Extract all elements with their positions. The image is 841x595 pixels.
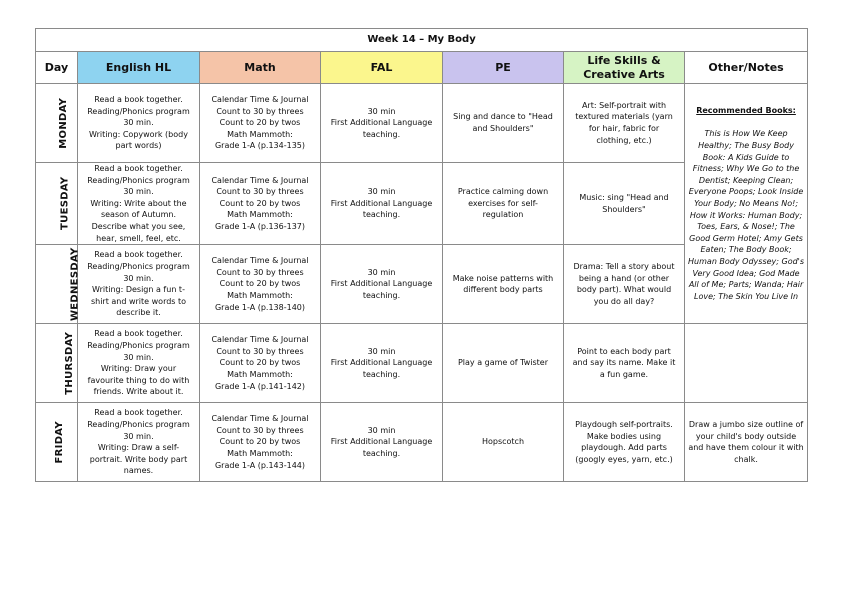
life-line: for hair, fabric for [588, 124, 660, 133]
math-cell [200, 163, 321, 245]
pe-line: Make noise patterns with [452, 273, 554, 283]
math-cell [200, 403, 321, 482]
life-line: Drama: Tell a story about [573, 261, 675, 271]
english-line: 30 min. [123, 352, 154, 362]
life-line: a fun game. [599, 369, 649, 379]
day-label-cell [36, 245, 81, 324]
pe-cell [443, 84, 564, 163]
english-line: Describe what you see, [91, 221, 186, 231]
english-line: Read a book together. [94, 408, 183, 418]
fal-line: First Additional Language [330, 437, 433, 447]
math-line: Math Mammoth: [227, 369, 293, 379]
header-row [36, 52, 808, 84]
header-life-line-1: Life Skills & [587, 54, 661, 68]
fal-line: First Additional Language [330, 279, 433, 289]
friday-note-cell: Draw a jumbo size outline of your child's body outside and have them colour it with chalk. [685, 403, 808, 482]
english-line: 30 min. [123, 431, 154, 441]
day-label: THURSDAY [64, 331, 76, 395]
english-line: describe it. [116, 308, 161, 318]
english-line: Reading/Phonics program [87, 340, 190, 350]
header-life-line-2: Creative Arts [583, 67, 665, 81]
english-line: 30 min. [123, 273, 154, 283]
fal-line: 30 min [367, 187, 396, 197]
english-cell [78, 324, 200, 403]
life-cell [564, 403, 685, 482]
english-line: friends. Write about it. [93, 387, 184, 397]
pe-line: different body parts [463, 285, 543, 295]
math-line: Math Mammoth: [227, 129, 293, 139]
life-line: clothing, etc.) [596, 135, 652, 145]
english-line: names. [123, 466, 154, 476]
math-line: Grade 1-A (p.136-137) [214, 221, 306, 231]
english-line: Reading/Phonics program [87, 175, 190, 185]
life-cell [564, 324, 685, 403]
pe-line: Hopscotch [481, 437, 525, 447]
english-line: Read a book together. [94, 329, 183, 339]
day-label-cell [36, 163, 78, 245]
math-line: Count to 30 by threes [216, 425, 304, 435]
english-line: part words) [115, 141, 162, 151]
math-line: Count to 20 by twos [219, 198, 301, 208]
day-label: MONDAY [58, 97, 70, 149]
english-cell [78, 84, 200, 163]
english-line: 30 min. [123, 187, 154, 197]
header-life-skills [564, 52, 685, 84]
title-row [36, 29, 808, 52]
math-line: Count to 30 by threes [216, 187, 304, 197]
life-line: being a hand (or other [578, 273, 670, 283]
recommended-books-title: Recommended Books: [696, 105, 796, 115]
pe-cell [443, 163, 564, 245]
weekly-plan-table [35, 28, 808, 482]
day-label: FRIDAY [53, 420, 65, 464]
math-line: Grade 1-A (p.134-135) [214, 141, 306, 151]
fal-line: 30 min [367, 346, 396, 356]
pe-line: Sing and dance to "Head [453, 112, 553, 122]
life-line: and say its name. Make it [572, 358, 676, 368]
day-row-monday [36, 84, 808, 163]
math-line: Count to 20 by twos [219, 279, 301, 289]
life-line: Art: Self-portrait with [581, 100, 667, 110]
math-line: Grade 1-A (p.138-140) [214, 302, 306, 312]
fal-line: teaching. [362, 129, 401, 139]
life-line: Playdough self-portraits. [575, 419, 673, 429]
math-cell [200, 324, 321, 403]
pe-line: and Shoulders" [472, 124, 534, 133]
fal-line: First Additional Language [330, 358, 433, 368]
life-line: Make bodies using [586, 431, 662, 441]
fal-cell [321, 163, 443, 245]
fal-line: 30 min [367, 267, 396, 277]
english-line: Read a book together. [94, 95, 183, 105]
math-cell [200, 84, 321, 163]
math-cell [200, 245, 321, 324]
english-line: season of Autumn. [100, 210, 177, 220]
math-line: Count to 30 by threes [216, 106, 304, 116]
life-line: Point to each body part [577, 346, 671, 356]
day-row-friday [36, 403, 808, 482]
english-line: 30 min. [123, 118, 154, 128]
day-label-cell [36, 403, 78, 482]
header-fal: FAL [321, 52, 443, 84]
english-line: hear, smell, feel, etc. [96, 233, 181, 243]
english-cell [78, 163, 200, 245]
life-line: body part). What would [576, 285, 672, 295]
math-line: Grade 1-A (p.143-144) [214, 460, 306, 470]
pe-cell [443, 245, 564, 324]
math-line: Count to 20 by twos [219, 118, 301, 128]
notes-cell-empty [685, 324, 808, 403]
header-notes: Other/Notes [685, 52, 808, 84]
math-line: Count to 20 by twos [219, 358, 301, 368]
day-label: WEDNESDAY [69, 247, 81, 321]
english-line: Writing: Write about the [90, 198, 187, 208]
math-line: Count to 30 by threes [216, 346, 304, 356]
english-line: favourite thing to do with [87, 375, 190, 385]
life-cell [564, 245, 685, 324]
life-line: playdough. Add parts [581, 443, 667, 453]
day-row-thursday [36, 324, 808, 403]
day-label: TUESDAY [59, 176, 71, 231]
life-line: Music: sing "Head and [579, 192, 669, 202]
fal-line: teaching. [362, 369, 401, 379]
math-line: Calendar Time & Journal [211, 414, 309, 424]
life-line: you do all day? [593, 296, 655, 306]
day-label-cell [36, 324, 78, 403]
life-cell [564, 163, 685, 245]
english-line: Writing: Copywork (body [89, 129, 188, 139]
fal-line: 30 min [367, 425, 396, 435]
math-line: Calendar Time & Journal [211, 256, 309, 266]
fal-line: teaching. [362, 290, 401, 300]
pe-line: Practice calming down [457, 187, 549, 197]
math-line: Calendar Time & Journal [211, 335, 309, 345]
math-line: Count to 30 by threes [216, 267, 304, 277]
fal-line: teaching. [362, 448, 401, 458]
english-line: Writing: Draw a self- [97, 443, 180, 453]
english-line: Reading/Phonics program [87, 261, 190, 271]
english-line: Read a book together. [94, 250, 183, 260]
english-line: Reading/Phonics program [87, 419, 190, 429]
english-line: Reading/Phonics program [87, 106, 190, 116]
english-cell [78, 403, 200, 482]
header-math: Math [200, 52, 321, 84]
math-line: Calendar Time & Journal [211, 95, 309, 105]
life-cell [564, 84, 685, 163]
english-line: shirt and write words to [90, 296, 187, 306]
header-pe: PE [443, 52, 564, 84]
recommended-books-list: This is How We Keep Healthy; The Busy Body Book: A Kids Guide to Fitness; Why We Go to the Dentist; Keeping Clean; Everyone Poops; Look Inside Your Body; No Means No!; How it Works: Human Body; Toes, Ears, & Nose!; The Good Germ Hotel; Amy Gets Eaten; The Body Book; Human Body Odyssey; God's Very Good Idea; God Made All of Me; Parts; Wanda; Hair Love; The Skin You Live In [688, 129, 805, 301]
fal-cell [321, 403, 443, 482]
fal-line: teaching. [362, 210, 401, 220]
pe-line: regulation [482, 210, 524, 220]
life-line: textured materials (yarn [575, 112, 673, 122]
life-line: Shoulders" [602, 204, 646, 214]
day-label-cell [36, 84, 78, 163]
fal-cell [321, 324, 443, 403]
math-line: Math Mammoth: [227, 210, 293, 220]
english-line: Writing: Draw your [100, 364, 177, 374]
header-english: English HL [78, 52, 200, 84]
life-line: (googly eyes, yarn, etc.) [575, 454, 673, 464]
pe-line: exercises for self- [468, 198, 538, 208]
math-line: Grade 1-A (p.141-142) [214, 381, 306, 391]
math-line: Math Mammoth: [227, 290, 293, 300]
header-day: Day [36, 52, 78, 84]
pe-line: Play a game of Twister [457, 358, 548, 368]
english-line: Writing: Design a fun t- [92, 285, 185, 295]
fal-cell [321, 84, 443, 163]
english-line: portrait. Write body part [89, 454, 188, 464]
math-line: Math Mammoth: [227, 448, 293, 458]
fal-line: 30 min [367, 106, 396, 116]
fal-line: First Additional Language [330, 198, 433, 208]
fal-line: First Additional Language [330, 118, 433, 128]
fal-cell [321, 245, 443, 324]
recommended-books-cell [685, 84, 808, 324]
page-title: Week 14 – My Body [36, 29, 808, 52]
math-line: Calendar Time & Journal [211, 175, 309, 185]
english-line: Read a book together. [94, 164, 183, 173]
pe-cell [443, 403, 564, 482]
math-line: Count to 20 by twos [219, 437, 301, 447]
pe-cell [443, 324, 564, 403]
english-cell [78, 245, 200, 324]
